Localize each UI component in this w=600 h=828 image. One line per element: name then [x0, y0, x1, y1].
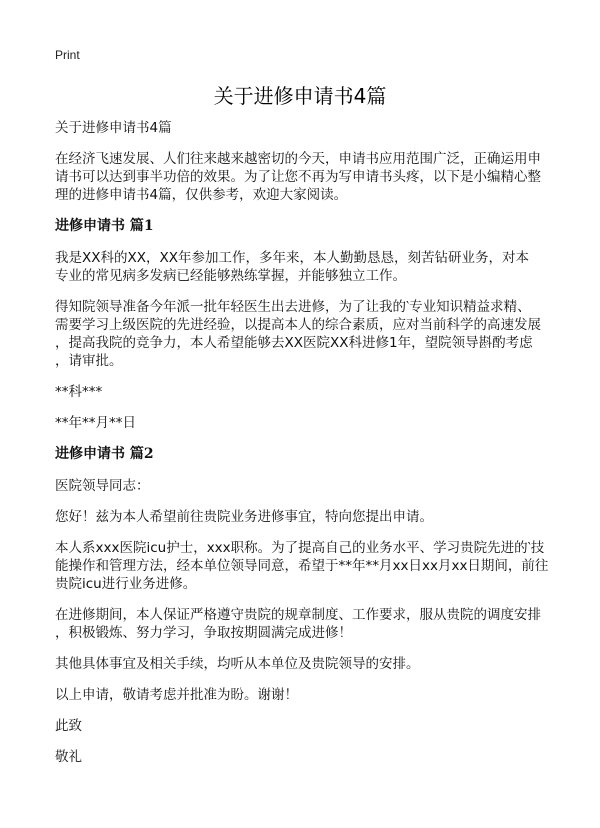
paragraph — [55, 298, 555, 370]
text-line: **年**月**日 — [55, 415, 136, 431]
text-line: 请书可以达到事半功倍的效果。为了让您不再为写申请书头疼，以下是小编精心整 — [55, 169, 541, 185]
text-line: **科*** — [55, 384, 103, 400]
text-line: ，积极锻炼、努力学习，争取按期圆满完成进修！ — [55, 625, 352, 641]
document-body — [55, 119, 555, 779]
text-line: 我是XX科的XX，XX年参加工作，多年来，本人勤勤恳恳，刻苦钻研业务，对本 — [55, 250, 529, 266]
text-line: 进修申请书 篇2 — [55, 446, 154, 462]
paragraph — [55, 477, 555, 495]
text-line: 专业的常见病多发病已经能够熟练掌握，并能够独立工作。 — [55, 268, 406, 284]
paragraph — [55, 119, 555, 137]
text-line: 需要学习上级医院的先进经验，以提高本人的综合素质，应对当前科学的高速发展 — [55, 317, 541, 333]
text-line: 本人系xxx医院icu护士，xxx职称。为了提高自己的业务水平、学习贵院先进的‵技 — [55, 540, 545, 556]
text-line: 贵院icu进行业务进修。 — [55, 576, 197, 592]
paragraph — [55, 249, 555, 285]
text-line: 此致 — [55, 718, 82, 734]
paragraph — [55, 606, 555, 642]
print-link[interactable]: Print — [55, 48, 80, 62]
paragraph — [55, 414, 555, 432]
text-line: 进修申请书 篇1 — [55, 218, 154, 234]
text-line: ，提高我院的竞争力，本人希望能够去XX医院XX科进修1年，望院领导斟酌考虑 — [55, 335, 533, 351]
text-line: 能操作和管理方法，经本单位领导同意，希望于**年**月xx日xx月xx日期间，前往 — [55, 558, 549, 574]
text-line: 您好！兹为本人希望前往贵院业务进修事宜，特向您提出申请。 — [55, 509, 433, 525]
text-line: 其他具体事宜及相关手续，均听从本单位及贵院领导的安排。 — [55, 656, 420, 672]
paragraph — [55, 748, 555, 766]
text-line: 在进修期间，本人保证严格遵守贵院的规章制度、工作要求，服从贵院的调度安排 — [55, 607, 541, 623]
text-line: 医院领导同志： — [55, 478, 150, 494]
paragraph — [55, 539, 555, 593]
text-line: 在经济飞速发展、人们往来越来越密切的今天，申请书应用范围广泛，正确运用申 — [55, 151, 541, 167]
document-title: 关于进修申请书4篇 — [213, 84, 387, 108]
section-heading — [55, 445, 555, 463]
text-line: 得知院领导准备今年派一批年轻医生出去进修，为了让我的‵专业知识精益求精、 — [55, 299, 531, 315]
text-line: 以上申请，敬请考虑并批准为盼。谢谢！ — [55, 687, 298, 703]
paragraph — [55, 383, 555, 401]
paragraph — [55, 150, 555, 204]
paragraph — [55, 686, 555, 704]
paragraph — [55, 655, 555, 673]
text-line: 关于进修申请书4篇 — [55, 120, 172, 136]
text-line: ，请审批。 — [55, 353, 123, 369]
section-heading — [55, 217, 555, 235]
text-line: 敬礼 — [55, 749, 82, 765]
text-line: 理的进修申请书4篇，仅供参考，欢迎大家阅读。 — [55, 187, 348, 203]
paragraph — [55, 508, 555, 526]
paragraph — [55, 717, 555, 735]
